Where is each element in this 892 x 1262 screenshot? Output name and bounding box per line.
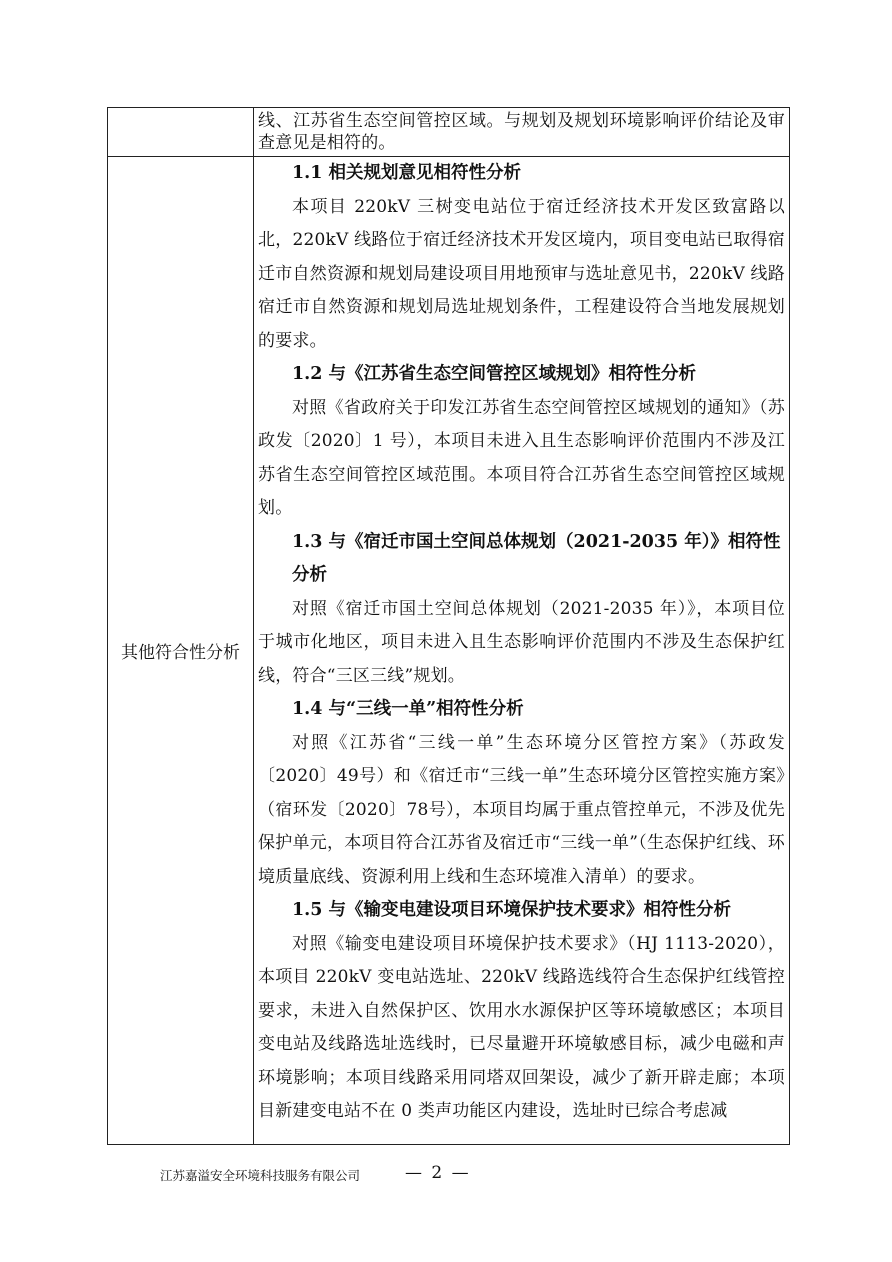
table-row: [108, 157, 790, 1145]
table-cell-label: [108, 157, 254, 1145]
table-cell-empty: [108, 108, 254, 157]
section-body: 本项目 220kV 三树变电站位于宿迁经济技术开发区致富路以北，220kV 线路位于宿迁经济技术开发区境内，项目变电站已取得宿迁市自然资源和规划局建设项目用地预审与选址意见书，220kV 线路宿迁市自然资源和规划局选址规划条件，工程建设符合当地发展规划的要求。: [258, 196, 785, 351]
section-body: 对照《江苏省“三线一单”生态环境分区管控方案》（苏政发〔2020〕49号）和《宿迁市“三线一单”生态环境分区管控实施方案》（宿环发〔2020〕78号），本项目均属于重点管控单元，不涉及优先保护单元，本项目符合江苏省及宿迁市“三线一单”（生态保护红线、环境质量底线、资源利用上线和生态环境准入清单）的要求。: [258, 732, 785, 887]
section-heading: 1.1 相关规划意见相符性分析: [292, 163, 522, 183]
section-heading: 1.2 与《江苏省生态空间管控区域规划》相符性分析: [292, 364, 697, 384]
row-label: 其他符合性分析: [121, 643, 240, 663]
section-body: 对照《省政府关于印发江苏省生态空间管控区域规划的通知》（苏政发〔2020〕1 号），本项目未进入且生态影响评价范围内不涉及江苏省生态空间管控区域范围。本项目符合江苏省生态空间管控区域规划。: [258, 397, 785, 518]
continued-paragraph: 线、江苏省生态空间管控区域。与规划及规划环境影响评价结论及审查意见是相符的。: [258, 111, 785, 153]
section-heading: 1.5 与《输变电建设项目环境保护技术要求》相符性分析: [292, 900, 732, 920]
section-body: 对照《输变电建设项目环境保护技术要求》（HJ 1113-2020），本项目 220kV 变电站选址、220kV 线路选线符合生态保护红线管控要求，未进入自然保护区、饮用水水源保护区等环境敏感区；本项目变电站及线路选址选线时，已尽量避开环境敏感目标，减少电磁和声环境影响；本项目线路采用同塔双回架设，减少了新开辟走廊；本项目新建变电站不在 0 类声功能区内建设，选址时已综合考虑减: [258, 933, 785, 1121]
section-heading: 1.3 与《宿迁市国土空间总体规划（2021-2035 年）》相符性分析: [292, 531, 781, 585]
table-cell: [254, 108, 790, 157]
section-heading: 1.4 与“三线一单”相符性分析: [292, 699, 524, 719]
section-body: 对照《宿迁市国土空间总体规划（2021-2035 年）》，本项目位于城市化地区，项目未进入且生态影响评价范围内不涉及生态保护红线，符合“三区三线”规划。: [258, 598, 785, 686]
table-cell: [254, 157, 790, 1145]
page-number: — 2 —: [405, 1163, 471, 1183]
company-name: 江苏嘉溢安全环境科技服务有限公司: [160, 1168, 361, 1183]
table-row: [108, 108, 790, 157]
analysis-table: [107, 107, 790, 1145]
page-footer: [0, 1163, 892, 1187]
